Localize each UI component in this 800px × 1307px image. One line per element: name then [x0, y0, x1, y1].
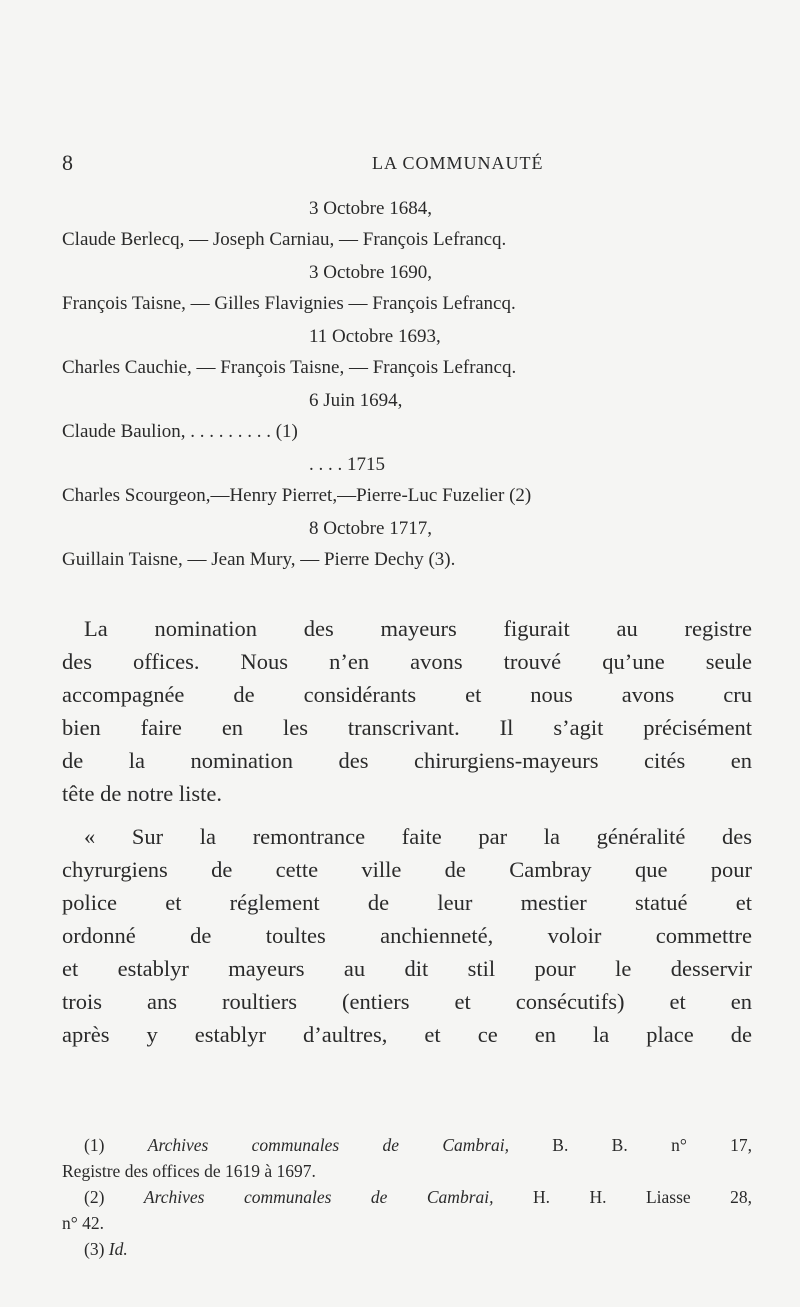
entry-names: Charles Cauchie, — François Taisne, — François Lefrancq.: [62, 357, 517, 378]
footnote-ref: B. B. n° 17,: [552, 1135, 753, 1155]
entry-names: Charles Scourgeon,—Henry Pierret,—Pierre-Luc Fuzelier (2): [62, 485, 532, 506]
footnote-1: [62, 1132, 752, 1158]
text-line: chyrurgiens de cette ville de Cambray que pour: [62, 857, 752, 882]
footnote-ref: H. H. Liasse 28,: [532, 1187, 753, 1207]
text-line: trois ans roultiers (entiers et consécutifs) et en: [62, 989, 752, 1014]
footnote-mark: (3): [84, 1239, 105, 1259]
footnote-1-continued: Registre des offices de 1619 à 1697.: [62, 1161, 316, 1181]
text-line: accompagnée de considérants et nous avons cru: [62, 682, 752, 707]
footnote-mark: (2): [84, 1187, 105, 1207]
paragraph-quotation: [62, 820, 752, 1051]
entry-date: 8 Octobre 1717,: [309, 518, 432, 539]
entry-names: Guillain Taisne, — Jean Mury, — Pierre Dechy (3).: [62, 549, 456, 570]
footnote-2-continued: n° 42.: [62, 1213, 104, 1233]
entry-date: 11 Octobre 1693,: [309, 326, 441, 347]
footnote-source: Id.: [108, 1239, 128, 1259]
footnote-source: Archives communales de Cambrai,: [147, 1135, 509, 1155]
text-line: police et réglement de leur mestier statué et: [62, 890, 752, 915]
running-title: LA COMMUNAUTÉ: [372, 153, 544, 173]
text-line: La nomination des mayeurs figurait au registre: [84, 616, 752, 641]
entry-names: Claude Berlecq, — Joseph Carniau, — François Lefrancq.: [62, 229, 507, 250]
text-line: « Sur la remontrance faite par la généralité des: [84, 824, 752, 849]
entry-date: . . . . 1715: [309, 454, 385, 475]
footnote-source: Archives communales de Cambrai,: [143, 1187, 494, 1207]
text-line: ordonné de toultes anchienneté, voloir commettre: [62, 923, 752, 948]
entry-names: Claude Baulion, . . . . . . . . . (1): [62, 421, 298, 442]
text-line: tête de notre liste.: [62, 781, 222, 806]
text-line: des offices. Nous n’en avons trouvé qu’une seule: [62, 649, 752, 674]
entry-date: 3 Octobre 1690,: [309, 262, 432, 283]
footnote-mark: (1): [84, 1135, 105, 1155]
entry-names: François Taisne, — Gilles Flavignies — François Lefrancq.: [62, 293, 516, 314]
text-line: bien faire en les transcrivant. Il s’agit précisément: [62, 715, 752, 740]
paragraph-nomination: [62, 612, 752, 810]
footnotes: [62, 1132, 752, 1262]
text-line: et establyr mayeurs au dit stil pour le desservir: [62, 956, 752, 981]
page-header: [0, 150, 800, 180]
text-line: après y establyr d’aultres, et ce en la place de: [62, 1022, 752, 1047]
entry-date: 6 Juin 1694,: [309, 390, 403, 411]
text-line: de la nomination des chirurgiens-mayeurs cités en: [62, 748, 752, 773]
entry-date: 3 Octobre 1684,: [309, 198, 432, 219]
page-number: 8: [62, 150, 73, 175]
footnote-2: [62, 1184, 752, 1210]
footnote-3: [62, 1236, 752, 1262]
